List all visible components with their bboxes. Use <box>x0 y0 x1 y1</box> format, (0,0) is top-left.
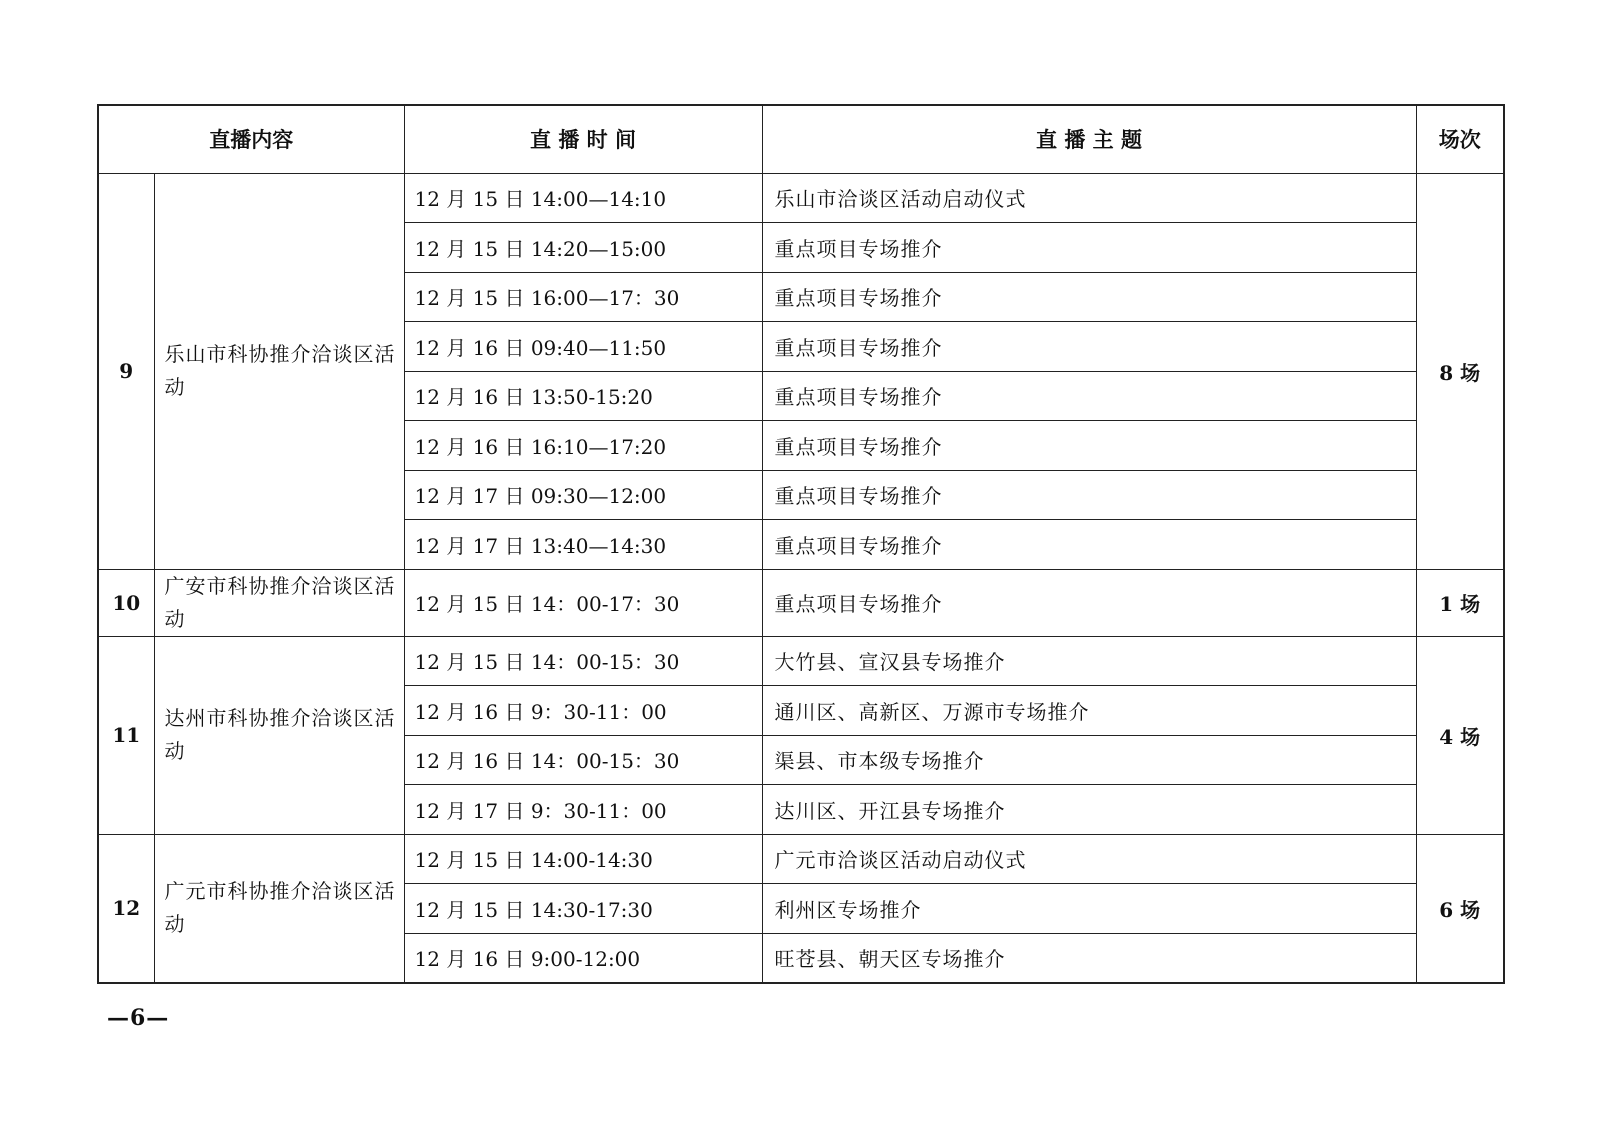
broadcast-topic: 利州区专场推介 <box>762 884 1416 934</box>
broadcast-topic: 重点项目专场推介 <box>762 569 1416 636</box>
broadcast-time: 12 月 16 日 13:50-15:20 <box>404 371 762 421</box>
broadcast-time: 12 月 17 日 09:30—12:00 <box>404 470 762 520</box>
broadcast-time: 12 月 17 日 9：30-11：00 <box>404 785 762 835</box>
broadcast-time: 12 月 16 日 9:00-12:00 <box>404 933 762 983</box>
group-content-name: 广元市科协推介洽谈区活动 <box>154 834 404 983</box>
header-content: 直播内容 <box>98 105 404 173</box>
broadcast-topic: 大竹县、宣汉县专场推介 <box>762 636 1416 686</box>
table-row <box>98 834 1504 884</box>
broadcast-time: 12 月 15 日 14:00—14:10 <box>404 173 762 223</box>
broadcast-topic: 乐山市洽谈区活动启动仪式 <box>762 173 1416 223</box>
page-number: —6— <box>107 1005 170 1031</box>
broadcast-topic: 重点项目专场推介 <box>762 470 1416 520</box>
broadcast-time: 12 月 17 日 13:40—14:30 <box>404 520 762 570</box>
broadcast-topic: 达川区、开江县专场推介 <box>762 785 1416 835</box>
broadcast-topic: 广元市洽谈区活动启动仪式 <box>762 834 1416 884</box>
table-row <box>98 173 1504 223</box>
group-number: 11 <box>98 636 154 834</box>
session-count: 6 场 <box>1416 834 1504 983</box>
table-row <box>98 636 1504 686</box>
broadcast-time: 12 月 16 日 09:40—11:50 <box>404 322 762 372</box>
table-row <box>98 569 1504 636</box>
broadcast-topic: 重点项目专场推介 <box>762 520 1416 570</box>
broadcast-topic: 重点项目专场推介 <box>762 322 1416 372</box>
broadcast-time: 12 月 15 日 16:00—17：30 <box>404 272 762 322</box>
broadcast-time: 12 月 16 日 14：00-15：30 <box>404 735 762 785</box>
broadcast-topic: 重点项目专场推介 <box>762 371 1416 421</box>
group-content-name: 乐山市科协推介洽谈区活动 <box>154 173 404 569</box>
broadcast-time: 12 月 15 日 14:30-17:30 <box>404 884 762 934</box>
header-time: 直 播 时 间 <box>404 105 762 173</box>
broadcast-time: 12 月 16 日 9：30-11：00 <box>404 686 762 736</box>
group-number: 12 <box>98 834 154 983</box>
group-number: 10 <box>98 569 154 636</box>
session-count: 8 场 <box>1416 173 1504 569</box>
broadcast-time: 12 月 15 日 14：00-15：30 <box>404 636 762 686</box>
broadcast-topic: 旺苍县、朝天区专场推介 <box>762 933 1416 983</box>
header-count: 场次 <box>1416 105 1504 173</box>
table-header-row <box>98 105 1504 173</box>
broadcast-time: 12 月 15 日 14:20—15:00 <box>404 223 762 273</box>
group-content-name: 达州市科协推介洽谈区活动 <box>154 636 404 834</box>
broadcast-topic: 通川区、高新区、万源市专场推介 <box>762 686 1416 736</box>
table-body <box>98 173 1504 983</box>
live-schedule-table <box>97 104 1505 984</box>
broadcast-topic: 重点项目专场推介 <box>762 421 1416 471</box>
group-content-name: 广安市科协推介洽谈区活动 <box>154 569 404 636</box>
group-number: 9 <box>98 173 154 569</box>
broadcast-time: 12 月 16 日 16:10—17:20 <box>404 421 762 471</box>
header-topic: 直 播 主 题 <box>762 105 1416 173</box>
broadcast-topic: 渠县、市本级专场推介 <box>762 735 1416 785</box>
session-count: 4 场 <box>1416 636 1504 834</box>
session-count: 1 场 <box>1416 569 1504 636</box>
broadcast-time: 12 月 15 日 14:00-14:30 <box>404 834 762 884</box>
broadcast-topic: 重点项目专场推介 <box>762 272 1416 322</box>
broadcast-topic: 重点项目专场推介 <box>762 223 1416 273</box>
broadcast-time: 12 月 15 日 14：00-17：30 <box>404 569 762 636</box>
